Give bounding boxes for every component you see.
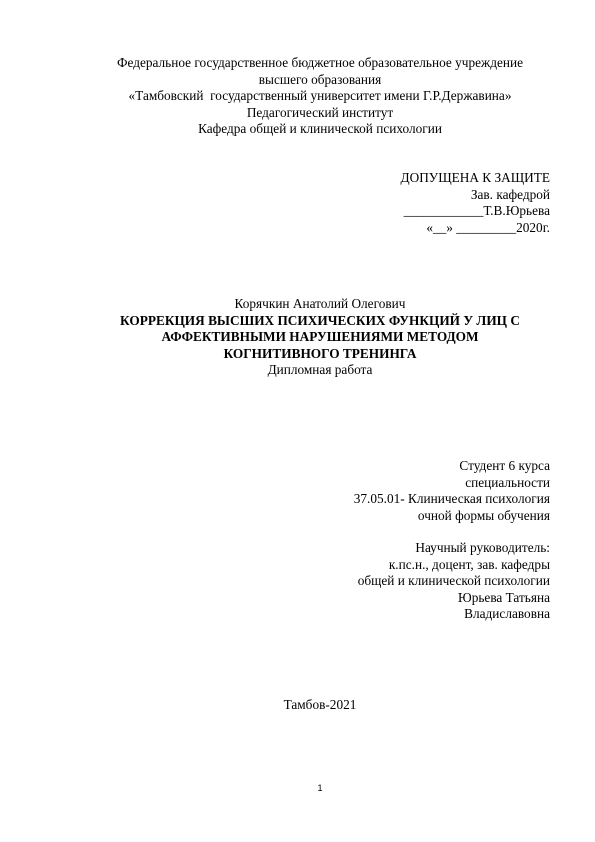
student-line: 37.05.01- Клиническая психология [353, 491, 550, 506]
work-info [0, 296, 595, 379]
header-line: Педагогический институт [246, 104, 394, 120]
supervisor-block [358, 540, 550, 623]
work-title [0, 313, 595, 363]
student-line: очной формы обучения [417, 507, 550, 523]
city-year-text: Тамбов-2021 [283, 697, 357, 712]
approval-line: ДОПУЩЕНА К ЗАЩИТЕ [400, 170, 550, 185]
title-line: АФФЕКТИВНЫМИ НАРУШЕНИЯМИ МЕТОДОМ [161, 329, 479, 344]
city-year [0, 697, 595, 714]
approval-line: ____________Т.В.Юрьева [403, 203, 550, 218]
supervisor-line: к.пс.н., доцент, зав. кафедры [388, 556, 550, 572]
institution-header [0, 55, 595, 138]
supervisor-line: Юрьева Татьяна [458, 589, 550, 605]
author-name: Корячкин Анатолий Олегович [234, 296, 406, 311]
approval-line: «__» _________2020г. [426, 219, 550, 235]
supervisor-line: общей и клинической психологии [357, 573, 550, 588]
header-line: Кафедра общей и клинической психологии [198, 121, 442, 136]
header-line: «Тамбовский государственный университет имени Г.Р.Державина» [128, 88, 512, 103]
supervisor-line: Научный руководитель: [415, 540, 550, 555]
student-block [354, 458, 550, 524]
page-number: 1 [317, 783, 323, 793]
title-line: КОРРЕКЦИЯ ВЫСШИХ ПСИХИЧЕСКИХ ФУНКЦИЙ У ЛИЦ С [120, 312, 520, 328]
student-line: специальности [465, 474, 550, 490]
header-line: Федеральное государственное бюджетное образовательное учреждение [116, 55, 523, 70]
approval-block [401, 170, 550, 236]
supervisor-line: Владиславовна [464, 606, 550, 621]
title-line: КОГНИТИВНОГО ТРЕНИНГА [223, 345, 417, 361]
approval-line: Зав. кафедрой [470, 186, 550, 202]
work-type: Дипломная работа [267, 362, 373, 377]
header-line: высшего образования [258, 71, 382, 87]
student-line: Студент 6 курса [459, 458, 550, 473]
